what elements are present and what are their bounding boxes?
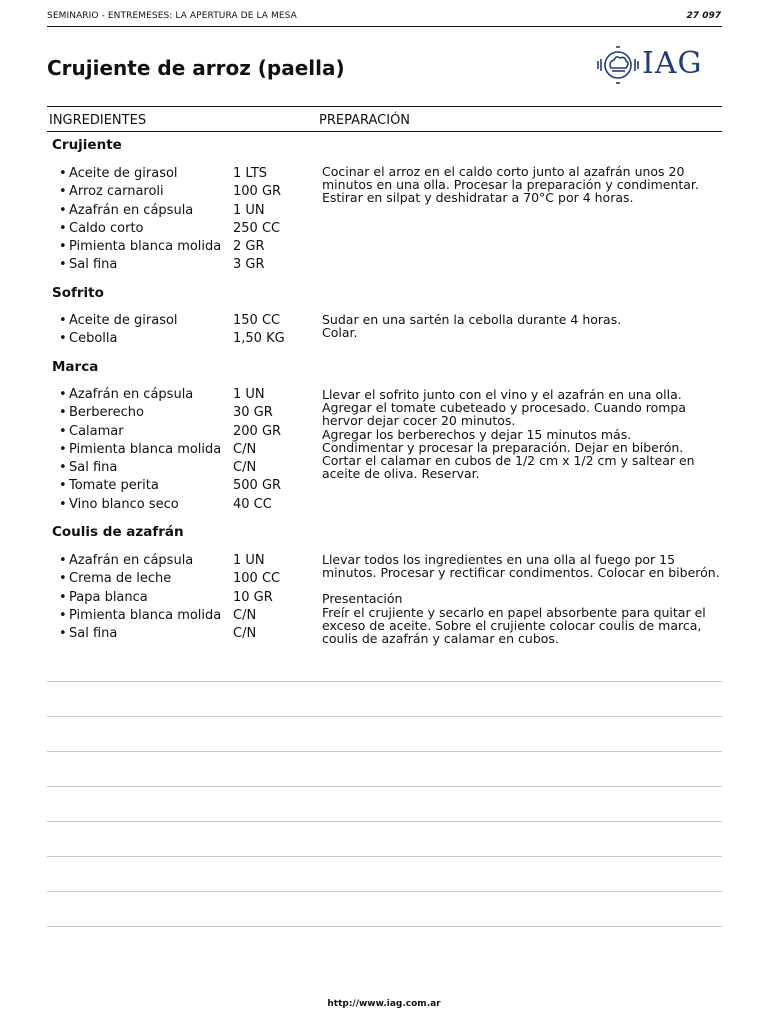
ingredient-name: Cebolla [69,331,118,347]
ingredient-row [47,183,281,201]
ingredient-qty: 100 GR [233,184,282,200]
preparation-step: Agregar el tomate cubeteado y procesado. Cuando rompa hervor dejar cocer 20 minutos. [322,400,686,429]
ingredient-row [47,238,281,256]
preparation-step: Cortar el calamar en cubos de 1/2 cm x 1/2 cm y saltear en aceite de oliva. Reservar. [322,453,695,482]
ingredient-qty: 40 CC [233,496,272,512]
bullet: • [59,313,67,328]
document-code: 27 097 [686,11,721,21]
ingredient-qty: 100 CC [233,571,281,587]
ingredient-list-marca [47,386,281,514]
section-title-sofrito: Sofrito [52,285,104,301]
ingredient-list-coulis [47,552,280,643]
preparation-step: Llevar el sofrito junto con el vino y el azafrán en una olla. [322,387,682,402]
ingredient-row [47,404,281,422]
ingredient-qty: 500 GR [233,478,282,494]
ingredient-row [47,589,280,607]
ingredient-name: Caldo corto [69,220,144,236]
ingredient-qty: 1 UN [233,387,265,402]
ingredient-qty: C/N [233,460,257,476]
header-divider [47,26,722,27]
ingredient-qty: 150 CC [233,313,281,328]
ingredient-name: Aceite de girasol [69,313,178,328]
bullet: • [59,423,67,439]
iag-logo [596,45,716,85]
ingredient-name: Pimienta blanca molida [69,441,222,457]
ingredient-row [47,202,281,220]
ingredient-qty: 250 CC [233,220,281,236]
logo-text: IAG [642,46,703,81]
preparation-step: Llevar todos los ingredientes en una olla al fuego por 15 minutos. Procesar y rectificar condimentos. Colocar en biberón. [322,552,720,581]
bullet: • [59,626,67,642]
ingredient-row [47,496,281,514]
ingredient-list-sofrito [47,312,285,349]
ingredient-row [47,459,281,477]
title-divider [47,106,722,107]
bullet: • [59,571,67,587]
ingredient-name: Sal fina [69,460,118,476]
ingredient-list-crujiente [47,165,281,275]
recipe-title: Crujiente de arroz (paella) [47,56,345,80]
preparation-marca [322,388,722,480]
preparation-column-header: PREPARACIÓN [319,113,411,128]
ingredient-qty: 30 GR [233,405,273,421]
ingredient-name: Arroz carnaroli [69,184,164,200]
preparation-step: Colar. [322,325,358,341]
preparation-coulis [322,553,722,645]
presentation-heading: Presentación [322,591,403,607]
bullet: • [59,184,67,200]
section-title-coulis: Coulis de azafrán [52,524,184,540]
ingredient-qty: 1 UN [233,553,265,568]
note-line [47,786,722,787]
ingredient-name: Sal fina [69,626,118,642]
section-title-crujiente: Crujiente [52,137,122,153]
ingredient-qty: C/N [233,441,257,457]
bullet: • [59,607,67,623]
ingredient-row [47,312,285,330]
footer-url: http://www.iag.com.ar [327,999,441,1009]
preparation-step: Condimentar y procesar la preparación. Dejar en biberón. [322,439,684,455]
ingredient-name: Azafrán en cápsula [69,387,194,402]
ingredient-row [47,607,280,625]
ingredient-row [47,441,281,459]
ingredient-row [47,386,281,404]
ingredient-row [47,570,280,588]
note-line [47,751,722,752]
preparation-crujiente [322,165,722,205]
ingredient-name: Sal fina [69,257,118,273]
chef-hat-emblem-icon [596,45,640,85]
bullet: • [59,441,67,457]
ingredient-qty: 1 UN [233,202,265,218]
ingredient-qty: 1,50 KG [233,331,285,347]
ingredient-qty: C/N [233,626,257,642]
column-header-divider [47,131,722,132]
bullet: • [59,460,67,476]
presentation-text: Freír el crujiente y secarlo en papel absorbente para quitar el exceso de aceite. Sobre el crujiente colocar coulis de marca, coulis de azafrán y calamar en cubos. [322,604,706,647]
bullet: • [59,553,67,568]
note-line [47,926,722,927]
ingredient-row [47,220,281,238]
bullet: • [59,589,67,605]
note-line [47,891,722,892]
bullet: • [59,220,67,236]
bullet: • [59,331,67,347]
ingredient-row [47,423,281,441]
ingredient-row [47,477,281,495]
ingredient-name: Crema de leche [69,571,172,587]
bullet: • [59,478,67,494]
preparation-step: Sudar en una sartén la cebolla durante 4 horas. [322,312,622,327]
ingredient-qty: 3 GR [233,257,265,273]
ingredient-name: Pimienta blanca molida [69,239,222,255]
ingredient-name: Azafrán en cápsula [69,553,194,568]
ingredient-name: Azafrán en cápsula [69,202,194,218]
preparation-step: Agregar los berberechos y dejar 15 minutos más. [322,426,632,442]
ingredient-qty: C/N [233,607,257,623]
bullet: • [59,387,67,402]
document-header-title: SEMINARIO - ENTREMESES: LA APERTURA DE LA MESA [47,11,297,21]
ingredient-row [47,165,281,183]
note-line [47,716,722,717]
ingredient-name: Aceite de girasol [69,166,178,181]
note-line [47,681,722,682]
ingredient-qty: 10 GR [233,589,273,605]
ingredient-row [47,330,285,348]
section-title-marca: Marca [52,359,99,375]
bullet: • [59,239,67,255]
preparation-sofrito [322,313,722,339]
ingredient-name: Berberecho [69,405,144,421]
ingredient-name: Pimienta blanca molida [69,607,222,623]
ingredient-name: Tomate perita [69,478,159,494]
ingredient-name: Vino blanco seco [69,496,179,512]
ingredient-qty: 1 LTS [233,166,268,181]
ingredient-qty: 2 GR [233,239,265,255]
ingredient-name: Papa blanca [69,589,148,605]
bullet: • [59,202,67,218]
note-line [47,856,722,857]
bullet: • [59,257,67,273]
bullet: • [59,405,67,421]
ingredients-column-header: INGREDIENTES [49,113,147,128]
ingredient-name: Calamar [69,423,124,439]
ingredient-row [47,552,280,570]
ingredient-qty: 200 GR [233,423,282,439]
note-line [47,821,722,822]
ingredient-row [47,256,281,274]
ingredient-row [47,625,280,643]
preparation-step: Cocinar el arroz en el caldo corto junto al azafrán unos 20 minutos en una olla. Procesar la preparación y condimentar. [322,164,699,193]
bullet: • [59,496,67,512]
preparation-step: Estirar en silpat y deshidratar a 70°C por 4 horas. [322,190,634,206]
bullet: • [59,166,67,181]
